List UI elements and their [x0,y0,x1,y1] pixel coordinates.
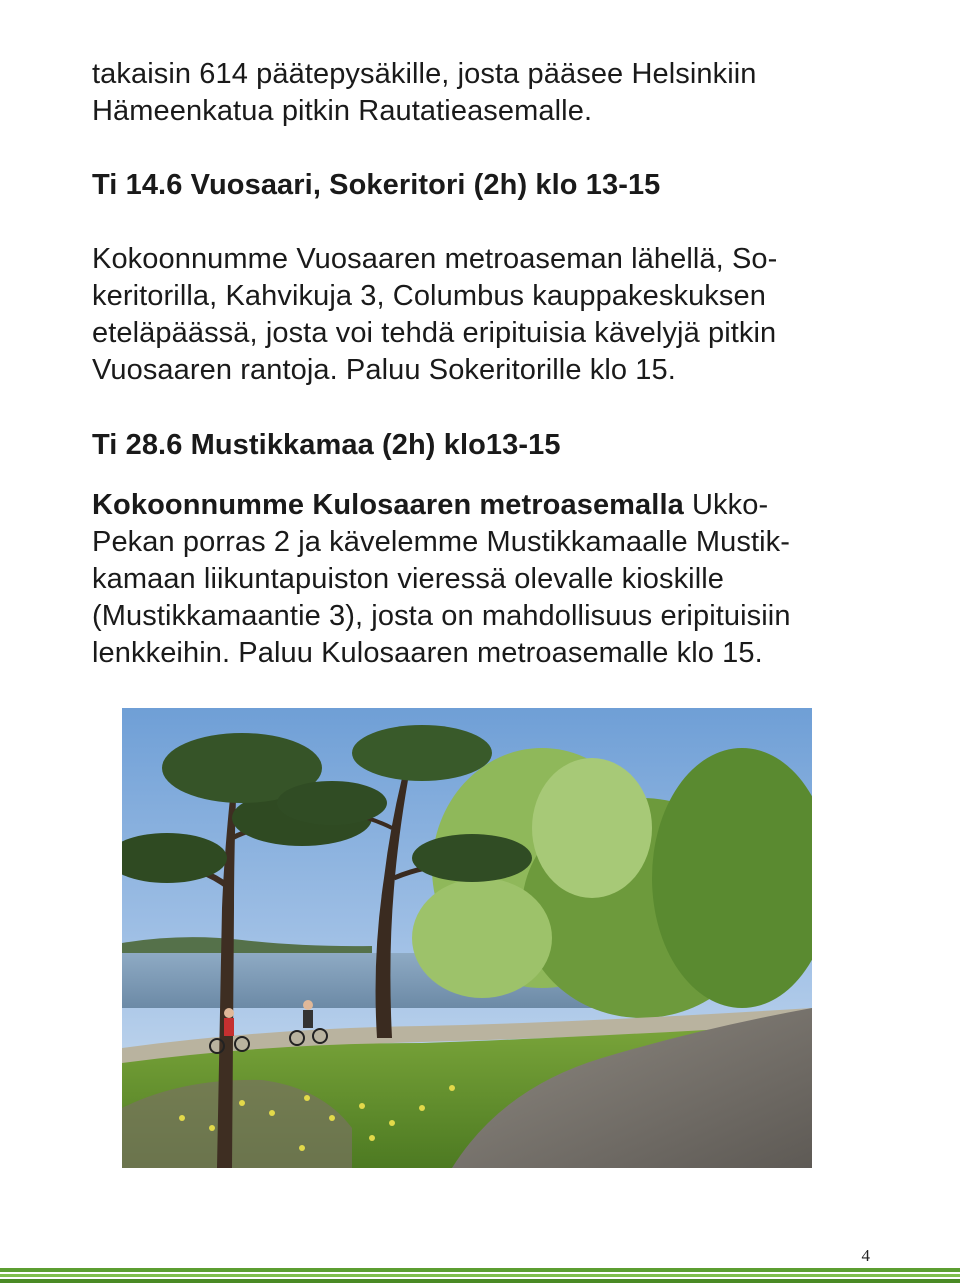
text-span: Ukko- [683,489,769,521]
text-line: eteläpäässä, josta voi tehdä eripituisia kävelyjä pitkin [92,317,777,349]
heading-text: Ti 28.6 Mustikkamaa (2h) klo13-15 [92,429,561,461]
footer-stripe [0,1274,960,1277]
heading-mustikkamaa [92,427,882,464]
text-line: takaisin 614 päätepysäkille, josta pääsee Helsinkiin [92,58,757,90]
text-line: Pekan porras 2 ja kävelemme Mustikkamaalle Mustik- [92,526,791,558]
heading-text: Ti 14.6 Vuosaari, Sokeritori (2h) klo 13-15 [92,169,661,201]
text-line: keritorilla, Kahvikuja 3, Columbus kauppakeskuksen [92,280,766,312]
text-line: Vuosaaren rantoja. Paluu Sokeritorille klo 15. [92,354,676,386]
text-line [92,487,882,524]
bold-meeting-point: Kokoonnumme Kulosaaren metroasemalla [92,489,684,521]
footer-stripes [0,1268,960,1283]
text-line: Hämeenkatua pitkin Rautatieasemalle. [92,95,593,127]
paragraph-vuosaari [92,241,882,389]
page-number: 4 [861,1246,870,1265]
heading-vuosaari [92,167,882,204]
text-line: kamaan liikuntapuiston vieressä olevalle kioskille [92,563,725,595]
text-line: lenkkeihin. Paluu Kulosaaren metroasemalle klo 15. [92,637,763,669]
paragraph-mustikkamaa [92,487,882,672]
landscape-photo [122,708,812,1168]
text-line: (Mustikkamaantie 3), josta on mahdollisuus eripituisiin [92,600,791,632]
paragraph-intro [92,56,882,130]
footer-stripe [0,1268,960,1272]
text-line: Kokoonnumme Vuosaaren metroaseman lähellä, So- [92,243,778,275]
footer-stripe [0,1279,960,1283]
